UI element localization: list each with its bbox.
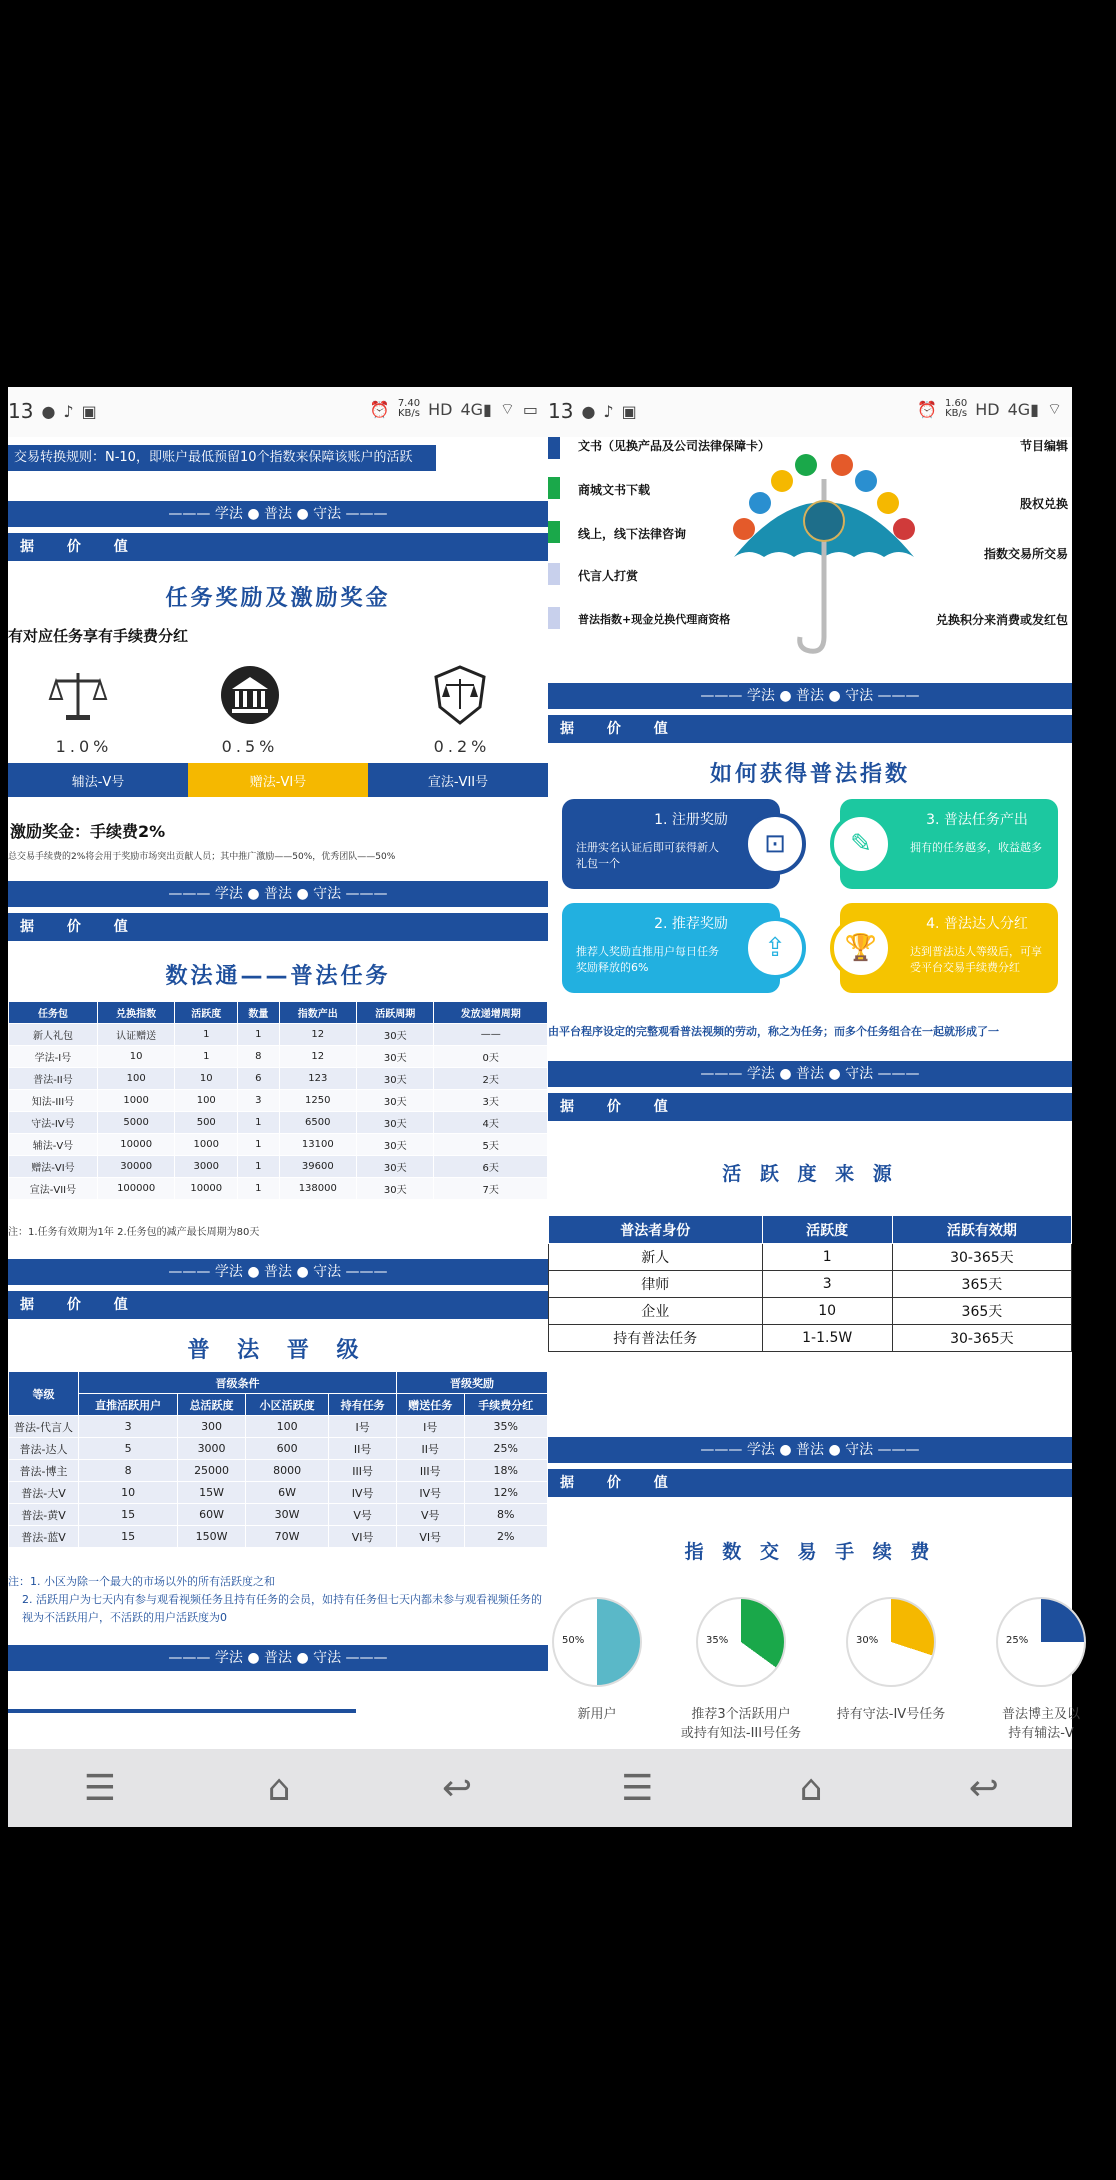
table-cell: 10000 xyxy=(175,1178,238,1200)
table-cell: 25000 xyxy=(178,1460,246,1482)
section-header: 据 价 值 xyxy=(548,715,1072,743)
bonus-text: 总交易手续费的2%将会用于奖励市场突出贡献人员；其中推广激励——50%，优秀团队——50% xyxy=(8,852,396,862)
table-cell: 15W xyxy=(178,1482,246,1504)
slogan-divider: ——— 学法 ● 普法 ● 守法 ——— xyxy=(548,683,1072,709)
task-table xyxy=(8,1001,548,1200)
slogan-divider: ——— 学法 ● 普法 ● 守法 ——— xyxy=(548,1061,1072,1087)
trophy-icon: 🏆 xyxy=(830,917,892,979)
percent-3: 0.2% xyxy=(433,737,491,756)
table-cell: 1 xyxy=(175,1024,238,1046)
activity-table xyxy=(548,1215,1072,1352)
table-row xyxy=(549,1298,1072,1325)
table-row xyxy=(9,1526,548,1548)
card-text: 拥有的任务越多，收益越多 xyxy=(910,841,1042,854)
fee-pie xyxy=(846,1597,936,1687)
col-header: 直推活跃用户 xyxy=(79,1394,178,1416)
status-time: 13 xyxy=(548,399,574,423)
level-ribbon xyxy=(8,763,548,797)
benefit-item: 节目编辑 xyxy=(1019,439,1068,453)
slogan-divider: ——— 学法 ● 普法 ● 守法 ——— xyxy=(8,1645,548,1671)
section-header: 据 价 值 xyxy=(548,1093,1072,1121)
table-cell: IV号 xyxy=(396,1482,464,1504)
table-cell: 30天 xyxy=(357,1090,434,1112)
net-speed: 7.40 KB/s xyxy=(397,398,421,419)
bullet-square xyxy=(548,607,560,629)
table-cell: 3 xyxy=(79,1416,178,1438)
status-bar xyxy=(8,387,548,437)
table-cell: 普法-黄V xyxy=(9,1504,79,1526)
col-header: 活跃度 xyxy=(175,1002,238,1024)
table-cell: 1250 xyxy=(279,1090,356,1112)
table-cell: 3天 xyxy=(434,1090,548,1112)
bullet-square xyxy=(548,477,560,499)
col-header: 数量 xyxy=(238,1002,279,1024)
table-cell: 8 xyxy=(79,1460,178,1482)
table-cell: 3 xyxy=(238,1090,279,1112)
table-cell: 1 xyxy=(238,1156,279,1178)
fee-pie xyxy=(552,1597,642,1687)
table-cell: 150W xyxy=(178,1526,246,1548)
card-text: 推荐人奖励直推用户每日任务奖励释放的6% xyxy=(576,945,719,974)
task-definition: 由平台程序设定的完整观看普法视频的劳动，称之为任务；而多个任务组合在一起就形成了一 xyxy=(548,1025,999,1038)
home-icon[interactable]: ⌂ xyxy=(267,1767,291,1809)
table-cell: 6W xyxy=(245,1482,328,1504)
table-cell: V号 xyxy=(329,1504,397,1526)
table-cell: 6500 xyxy=(279,1112,356,1134)
table-cell: I号 xyxy=(329,1416,397,1438)
table-cell: 15 xyxy=(79,1504,178,1526)
table-cell: 普法-代言人 xyxy=(9,1416,79,1438)
card-title: 3. 普法任务产出 xyxy=(926,812,1028,828)
table-cell: 普法-博主 xyxy=(9,1460,79,1482)
table-cell: 1 xyxy=(238,1112,279,1134)
benefit-item: 商城文书下载 xyxy=(578,483,651,497)
table-cell: 普法-达人 xyxy=(9,1438,79,1460)
table-cell: 10 xyxy=(175,1068,238,1090)
table-cell: 1 xyxy=(175,1046,238,1068)
group-header: 晋级奖励 xyxy=(396,1372,547,1394)
col-header: 兑换指数 xyxy=(97,1002,174,1024)
table-cell: 30天 xyxy=(357,1046,434,1068)
table-cell: 认证赠送 xyxy=(97,1024,174,1046)
col-header: 小区活跃度 xyxy=(245,1394,328,1416)
table-cell: 600 xyxy=(245,1438,328,1460)
table-cell: 持有普法任务 xyxy=(549,1325,763,1352)
table-row xyxy=(549,1271,1072,1298)
table-cell: 普法-蓝V xyxy=(9,1526,79,1548)
table-cell: 新人 xyxy=(549,1244,763,1271)
status-bar xyxy=(548,387,1072,437)
ribbon-item: 辅法-V号 xyxy=(8,763,188,797)
table-row xyxy=(9,1416,548,1438)
rule-banner: 交易转换规则：N-10，即账户最低预留10个指数来保障该账户的活跃 xyxy=(8,445,436,471)
table-cell: V号 xyxy=(396,1504,464,1526)
table-cell: 30W xyxy=(245,1504,328,1526)
col-header: 手续费分红 xyxy=(464,1394,547,1416)
table-cell: 3 xyxy=(762,1271,892,1298)
pie-label: 持有守法-IV号任务 xyxy=(836,1707,946,1722)
table-cell: 1000 xyxy=(175,1134,238,1156)
promotion-table xyxy=(8,1371,548,1548)
net-speed: 1.60 KB/s xyxy=(944,398,968,419)
share-icon: ⇪ xyxy=(744,917,806,979)
table-cell: 138000 xyxy=(279,1178,356,1200)
document-edit-icon: ✎ xyxy=(830,813,892,875)
qq-icon: ● xyxy=(581,401,596,421)
table-cell: 1 xyxy=(238,1178,279,1200)
slogan-divider: ——— 学法 ● 普法 ● 守法 ——— xyxy=(8,881,548,907)
table-row xyxy=(9,1024,548,1046)
alarm-icon: ⏰ xyxy=(369,399,390,419)
table-cell: 3000 xyxy=(178,1438,246,1460)
signal-icon: 4G▮ xyxy=(460,399,492,419)
table-cell: 1 xyxy=(238,1134,279,1156)
table-row xyxy=(9,1438,548,1460)
section-header: 据 价 值 xyxy=(8,1291,548,1319)
table-row xyxy=(9,1460,548,1482)
col-header: 总活跃度 xyxy=(178,1394,246,1416)
table-cell: 5 xyxy=(79,1438,178,1460)
contact-icon: ⊡ xyxy=(744,813,806,875)
col-header: 持有任务 xyxy=(329,1394,397,1416)
slogan-divider: ——— 学法 ● 普法 ● 守法 ——— xyxy=(8,1259,548,1285)
benefit-item: 线上，线下法律咨询 xyxy=(578,527,687,541)
pie-percent: 50% xyxy=(562,1635,585,1646)
slogan-divider: ——— 学法 ● 普法 ● 守法 ——— xyxy=(548,1437,1072,1463)
right-screenshot xyxy=(548,387,1080,1827)
table-row xyxy=(9,1046,548,1068)
wifi-icon: ⌔ xyxy=(499,399,515,418)
benefit-item: 兑换积分来消费或发红包 xyxy=(935,613,1068,627)
pie-percent: 30% xyxy=(856,1635,879,1646)
card-title: 4. 普法达人分红 xyxy=(926,916,1028,932)
fee-pie xyxy=(696,1597,786,1687)
table-cell: 365天 xyxy=(892,1298,1071,1325)
task-note: 注：1.任务有效期为1年 2.任务包的减产最长周期为80天 xyxy=(8,1227,260,1238)
col-header: 活跃度 xyxy=(762,1216,892,1244)
table-cell: 39600 xyxy=(279,1156,356,1178)
table-row xyxy=(9,1482,548,1504)
col-header: 指数产出 xyxy=(279,1002,356,1024)
table-row xyxy=(9,1156,548,1178)
promo-note-1: 注：1. 小区为除一个最大的市场以外的所有活跃度之和 xyxy=(8,1575,275,1588)
benefit-item: 代言人打赏 xyxy=(578,569,639,583)
section-title: 如何获得普法指数 xyxy=(709,762,910,787)
table-cell: 100 xyxy=(97,1068,174,1090)
document-view[interactable] xyxy=(548,437,1080,1749)
table-cell: 3000 xyxy=(175,1156,238,1178)
table-cell: 2% xyxy=(464,1526,547,1548)
table-cell: 普法-大V xyxy=(9,1482,79,1504)
table-cell: 8% xyxy=(464,1504,547,1526)
table-cell: 企业 xyxy=(549,1298,763,1325)
section-title: 指 数 交 易 手 续 费 xyxy=(684,1541,936,1563)
hd-icon: HD xyxy=(975,399,1000,419)
alarm-icon: ⏰ xyxy=(917,399,937,419)
table-cell: 30天 xyxy=(357,1112,434,1134)
table-cell: 25% xyxy=(464,1438,547,1460)
table-cell: 1 xyxy=(238,1024,279,1046)
table-cell: 123 xyxy=(279,1068,356,1090)
table-row xyxy=(9,1090,548,1112)
table-cell: 35% xyxy=(464,1416,547,1438)
table-cell: 15 xyxy=(79,1526,178,1548)
table-cell: 赠法-VI号 xyxy=(9,1156,98,1178)
table-cell: 10 xyxy=(79,1482,178,1504)
umbrella-icon xyxy=(714,447,934,657)
table-cell: 守法-IV号 xyxy=(9,1112,98,1134)
table-cell: 30-365天 xyxy=(892,1244,1071,1271)
table-cell: 12% xyxy=(464,1482,547,1504)
bullet-square xyxy=(548,437,560,459)
bonus-title: 激励奖金：手续费2% xyxy=(10,822,166,841)
table-cell: 100 xyxy=(175,1090,238,1112)
menu-icon[interactable]: ☰ xyxy=(83,1767,117,1809)
fee-pie xyxy=(996,1597,1086,1687)
table-cell: 30-365天 xyxy=(892,1325,1071,1352)
ribbon-item: 宣法-VII号 xyxy=(368,763,548,797)
scales-icon xyxy=(48,665,108,725)
qq-icon: ● xyxy=(41,401,56,421)
table-cell: —— xyxy=(434,1024,548,1046)
table-cell: 0天 xyxy=(434,1046,548,1068)
card-title: 1. 注册奖励 xyxy=(654,812,728,828)
table-cell: 12 xyxy=(279,1046,356,1068)
table-cell: 8 xyxy=(238,1046,279,1068)
table-row xyxy=(9,1504,548,1526)
col-header: 任务包 xyxy=(9,1002,98,1024)
footer-rule xyxy=(8,1709,356,1713)
section-title: 数法通——普法任务 xyxy=(165,964,391,989)
wifi-icon: ⌔ xyxy=(1046,399,1062,418)
table-cell: 30天 xyxy=(357,1178,434,1200)
table-cell: 500 xyxy=(175,1112,238,1134)
table-cell: 新人礼包 xyxy=(9,1024,98,1046)
benefit-item: 股权兑换 xyxy=(1019,497,1068,511)
shield-scales-icon xyxy=(430,663,490,727)
table-cell: 100 xyxy=(245,1416,328,1438)
percent-1: 1.0% xyxy=(55,737,113,756)
table-cell: 律师 xyxy=(549,1271,763,1298)
benefit-item: 指数交易所交易 xyxy=(983,547,1068,561)
app-icon: ▣ xyxy=(621,401,637,421)
table-cell: 10 xyxy=(97,1046,174,1068)
table-cell: 6天 xyxy=(434,1156,548,1178)
table-cell: 7天 xyxy=(434,1178,548,1200)
menu-icon[interactable]: ☰ xyxy=(621,1767,654,1809)
bullet-square xyxy=(548,521,560,543)
back-icon[interactable]: ↩ xyxy=(442,1767,473,1809)
percent-2: 0.5% xyxy=(221,737,279,756)
table-cell: 5000 xyxy=(97,1112,174,1134)
table-cell: 30天 xyxy=(357,1068,434,1090)
table-cell: I号 xyxy=(396,1416,464,1438)
benefit-item: 普法指数+现金兑换代理商资格 xyxy=(578,613,731,626)
table-row xyxy=(9,1068,548,1090)
table-cell: IV号 xyxy=(329,1482,397,1504)
table-cell: 5天 xyxy=(434,1134,548,1156)
section-title: 活 跃 度 来 源 xyxy=(722,1163,898,1185)
table-cell: 知法-III号 xyxy=(9,1090,98,1112)
section-title: 普 法 晋 级 xyxy=(187,1338,369,1363)
table-cell: 365天 xyxy=(892,1271,1071,1298)
back-icon[interactable]: ↩ xyxy=(968,1767,999,1809)
hd-icon: HD xyxy=(428,399,453,419)
table-cell: 4天 xyxy=(434,1112,548,1134)
app-icon: ▣ xyxy=(81,401,97,421)
section-header: 据 价 值 xyxy=(8,913,548,941)
table-cell: 辅法-V号 xyxy=(9,1134,98,1156)
section-header: 据 价 值 xyxy=(548,1469,1072,1497)
table-cell: II号 xyxy=(329,1438,397,1460)
col-level: 等级 xyxy=(9,1372,79,1416)
ribbon-item-highlight: 赠法-VI号 xyxy=(188,763,368,797)
table-row xyxy=(549,1244,1072,1271)
pie-label: 新用户 xyxy=(577,1707,617,1722)
table-cell: 10 xyxy=(762,1298,892,1325)
card-text: 达到普法达人等级后，可享受平台交易手续费分红 xyxy=(910,945,1042,974)
col-header: 赠送任务 xyxy=(396,1394,464,1416)
table-cell: 30天 xyxy=(357,1134,434,1156)
table-cell: 宣法-VII号 xyxy=(9,1178,98,1200)
nav-bar xyxy=(8,1749,548,1827)
table-cell: VI号 xyxy=(396,1526,464,1548)
table-cell: 2天 xyxy=(434,1068,548,1090)
pie-label: 普法博主及以 持有辅法-V xyxy=(1001,1707,1080,1741)
pie-label: 推荐3个活跃用户 或持有知法-III号任务 xyxy=(680,1707,802,1741)
section-header: 据 价 值 xyxy=(8,533,548,561)
table-cell: II号 xyxy=(396,1438,464,1460)
table-cell: 10000 xyxy=(97,1134,174,1156)
card-text: 注册实名认证后即可获得新人礼包一个 xyxy=(576,841,719,870)
col-header: 活跃周期 xyxy=(357,1002,434,1024)
promo-note-2: 2. 活跃用户为七天内有参与观看视频任务且持有任务的会员，如持有任务但七天内都未参与观看视频任务的视为不活跃用户，不活跃的用户活跃度为0 xyxy=(22,1593,542,1624)
table-cell: VI号 xyxy=(329,1526,397,1548)
status-time: 13 xyxy=(8,399,34,423)
table-cell: 100000 xyxy=(97,1178,174,1200)
col-header: 普法者身份 xyxy=(549,1216,763,1244)
table-cell: 1-1.5W xyxy=(762,1325,892,1352)
table-row xyxy=(9,1178,548,1200)
signal-icon: 4G▮ xyxy=(1007,399,1039,419)
table-cell: 30天 xyxy=(357,1024,434,1046)
home-icon[interactable]: ⌂ xyxy=(799,1767,823,1809)
table-cell: 18% xyxy=(464,1460,547,1482)
table-cell: 30000 xyxy=(97,1156,174,1178)
table-cell: 12 xyxy=(279,1024,356,1046)
tiktok-icon: ♪ xyxy=(63,401,74,421)
table-cell: 学法-I号 xyxy=(9,1046,98,1068)
pie-percent: 35% xyxy=(706,1635,729,1646)
table-cell: 30天 xyxy=(357,1156,434,1178)
table-cell: 6 xyxy=(238,1068,279,1090)
col-header: 活跃有效期 xyxy=(892,1216,1071,1244)
left-screenshot xyxy=(8,387,548,1827)
group-header: 晋级条件 xyxy=(79,1372,397,1394)
table-cell: 13100 xyxy=(279,1134,356,1156)
pie-percent: 25% xyxy=(1006,1635,1029,1646)
table-row xyxy=(549,1325,1072,1352)
courthouse-icon xyxy=(218,663,282,727)
table-cell: III号 xyxy=(396,1460,464,1482)
table-cell: 8000 xyxy=(245,1460,328,1482)
table-cell: III号 xyxy=(329,1460,397,1482)
document-view[interactable] xyxy=(8,437,548,1749)
table-row xyxy=(9,1134,548,1156)
table-cell: 普法-II号 xyxy=(9,1068,98,1090)
slogan-divider: ——— 学法 ● 普法 ● 守法 ——— xyxy=(8,501,548,527)
table-row xyxy=(9,1112,548,1134)
table-cell: 1000 xyxy=(97,1090,174,1112)
card-title: 2. 推荐奖励 xyxy=(654,916,728,932)
tiktok-icon: ♪ xyxy=(603,401,614,421)
section-title: 任务奖励及激励奖金 xyxy=(165,586,391,611)
nav-bar xyxy=(548,1749,1072,1827)
bullet-square xyxy=(548,563,560,585)
section-subtitle: 有对应任务享有手续费分红 xyxy=(8,627,189,645)
battery-icon: ▭ xyxy=(522,399,538,419)
col-header: 发放递增周期 xyxy=(434,1002,548,1024)
table-cell: 70W xyxy=(245,1526,328,1548)
table-cell: 1 xyxy=(762,1244,892,1271)
benefit-item: 文书（见换产品及公司法律保障卡） xyxy=(578,439,771,453)
table-cell: 300 xyxy=(178,1416,246,1438)
table-cell: 60W xyxy=(178,1504,246,1526)
